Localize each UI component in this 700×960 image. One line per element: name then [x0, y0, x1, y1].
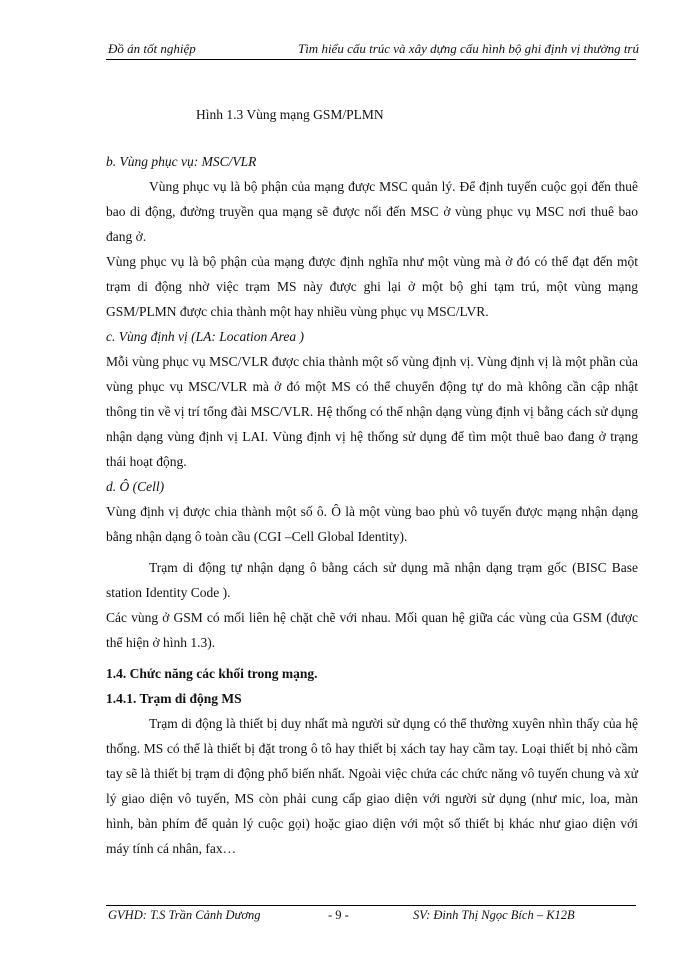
page-number: - 9 -	[328, 908, 349, 922]
document-body	[106, 149, 638, 861]
paragraph: Các vùng ở GSM có mối liên hệ chặt chẽ với nhau. Mối quan hệ giữa các vùng của GSM (được thể hiện ở hình 1.3).	[106, 610, 638, 650]
paragraph: Mỗi vùng phục vụ MSC/VLR được chia thành một số vùng định vị. Vùng định vị là một phần của vùng phục vụ MSC/VLR mà ở đó một MS có thể chuyển động tự do mà không cần cập nhật thông tin về vị trí tổng đài MSC/VLR. Hệ thống có thể nhận dạng vùng định vị bằng cách sử dụng nhận dạng vùng định vị LAI. Vùng định vị hệ thống sử dụng để tìm một thuê bao đang ở trạng thái hoạt động.	[106, 354, 638, 469]
section-1-4-heading: 1.4. Chức năng các khối trong mạng.	[106, 666, 318, 681]
footer-student: SV: Đinh Thị Ngọc Bích – K12B	[413, 908, 575, 922]
header-right: Tìm hiểu cấu trúc và xây dựng cấu hình bộ ghi định vị thường trú	[297, 41, 639, 56]
paragraph: Vùng phục vụ là bộ phận của mạng được MSC quản lý. Để định tuyến cuộc gọi đến thuê bao di động, đường truyền qua mạng sẽ được nối đến MSC ở vùng phục vụ MSC nơi thuê bao đang ở.	[106, 179, 638, 244]
paragraph: Trạm di động tự nhận dạng ô bằng cách sử dụng mã nhận dạng trạm gốc (BISC Base station Identity Code ).	[106, 560, 638, 600]
figure-caption: Hình 1.3 Vùng mạng GSM/PLMN	[196, 107, 384, 122]
section-c-heading: c. Vùng định vị (LA: Location Area )	[106, 329, 304, 344]
section-d-heading: d. Ô (Cell)	[106, 479, 165, 494]
paragraph: Trạm di động là thiết bị duy nhất mà người sử dụng có thể thường xuyên nhìn thấy của hệ thống. MS có thể là thiết bị đặt trong ô tô hay thiết bị xách tay hay cầm tay. Loại thiết bị nhỏ cầm tay sẽ là thiết bị trạm di động phổ biến nhất. Ngoài việc chứa các chức năng vô tuyến chung và xử lý giao diện vô tuyến, MS còn phải cung cấp giao diện với người sử dụng (như mic, loa, màn hình, bàn phím để quản lý cuộc gọi) hoặc giao diện với một số thiết bị khác như giao diện với máy tính cá nhân, fax…	[106, 716, 638, 856]
section-1-4-1-heading: 1.4.1. Trạm di động MS	[106, 691, 242, 706]
paragraph: Vùng định vị được chia thành một số ô. Ô là một vùng bao phủ vô tuyến được mạng nhận dạng bằng nhận dạng ô toàn cầu (CGI –Cell Global Identity).	[106, 504, 638, 544]
section-b-heading: b. Vùng phục vụ: MSC/VLR	[106, 154, 257, 169]
footer-advisor: GVHD: T.S Trần Cảnh Dương	[108, 908, 261, 922]
footer-divider	[106, 905, 636, 906]
header-left: Đồ án tốt nghiệp	[108, 41, 196, 56]
paragraph: Vùng phục vụ là bộ phận của mạng được định nghĩa như một vùng mà ở đó có thể đạt đến một trạm di động nhờ việc trạm MS này được ghi lại ở một bộ ghi tạm trú, một vùng mạng GSM/PLMN được chia thành một hay nhiều vùng phục vụ MSC/LVR.	[106, 254, 638, 319]
header-divider	[106, 59, 636, 60]
